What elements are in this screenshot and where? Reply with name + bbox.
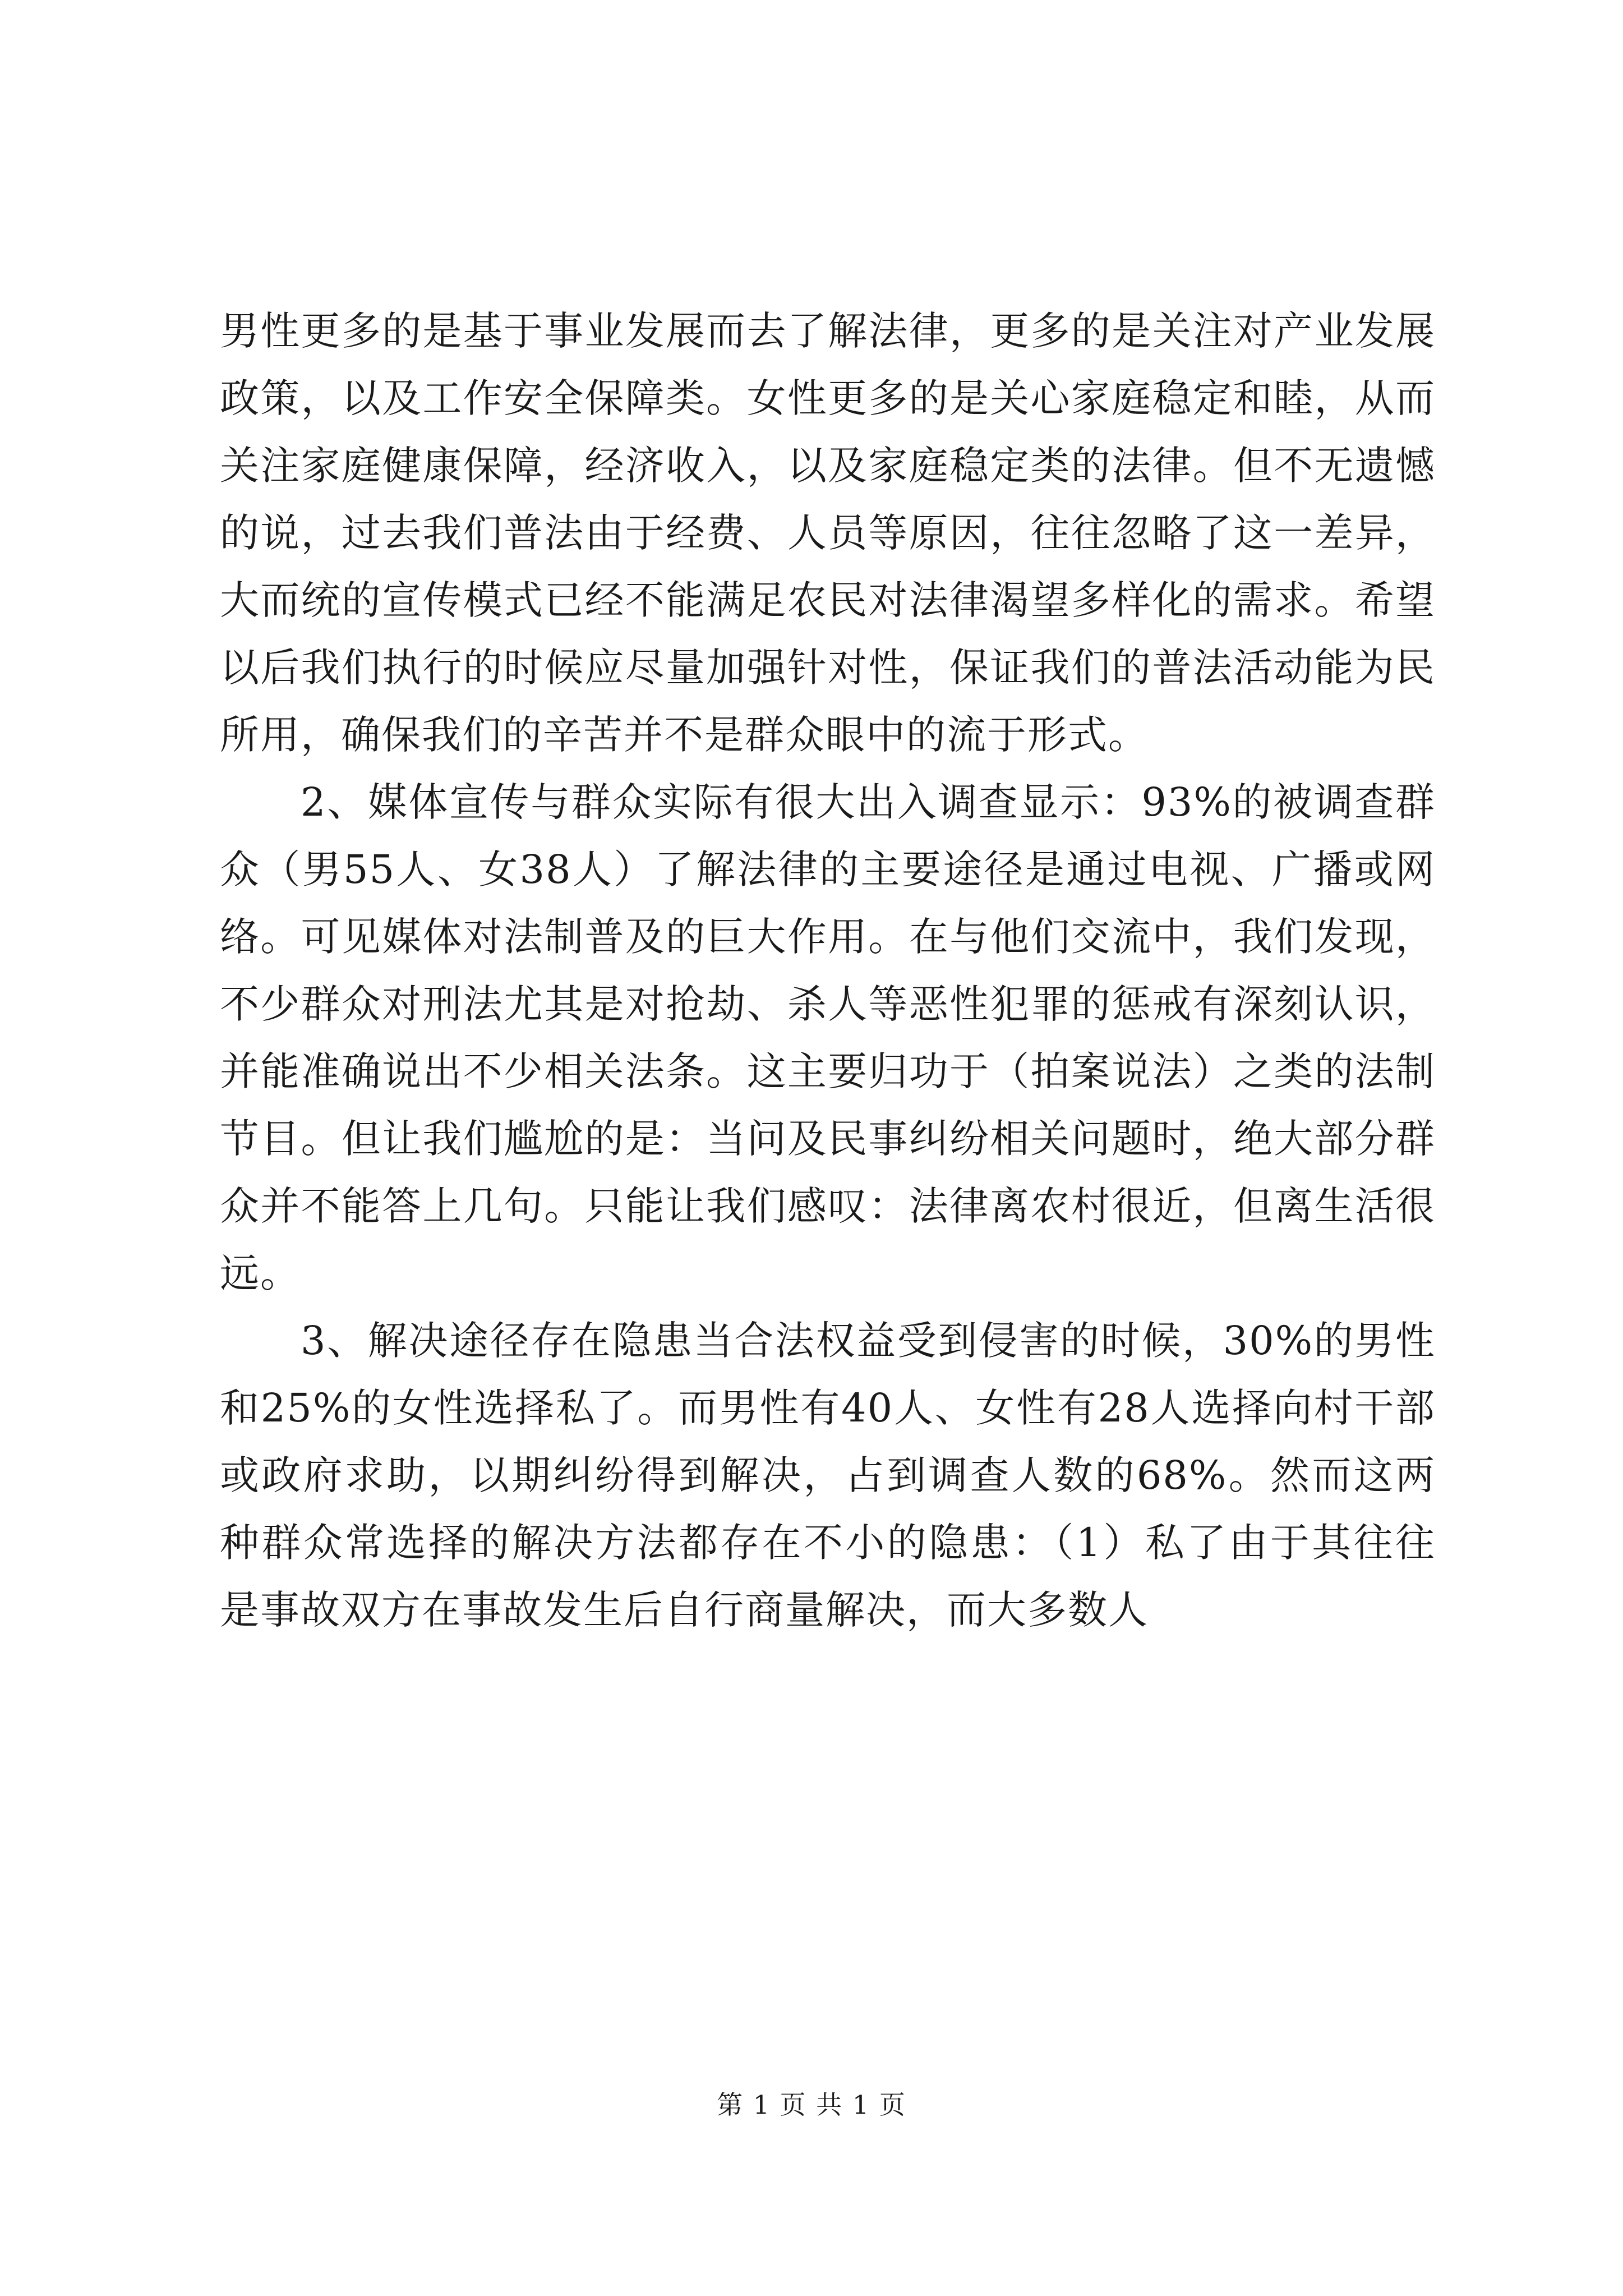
page-number-footer: 第 1 页 共 1 页	[717, 2090, 906, 2120]
paragraph-section-2: 2、媒体宣传与群众实际有很大出入调查显示：93%的被调查群众（男55人、女38人）了解法律的主要途径是通过电视、广播或网络。可见媒体对法制普及的巨大作用。在与他们交流中，我们发现，不少群众对刑法尤其是对抢劫、杀人等恶性犯罪的惩戒有深刻认识，并能准确说出不少相关法条。这主要归功于（拍案说法）之类的法制节目。但让我们尴尬的是：当问及民事纠纷相关问题时，绝大部分群众并不能答上几句。只能让我们感叹：法律离农村很近，但离生活很远。	[220, 779, 1436, 1296]
paragraph-section-3: 3、解决途径存在隐患当合法权益受到侵害的时候，30%的男性和25%的女性选择私了。而男性有40人、女性有28人选择向村干部或政府求助，以期纠纷得到解决，占到调查人数的68%。然而这两种群众常选择的解决方法都存在不小的隐患：（1）私了由于其往往是事故双方在事故发生后自行商量解决，而大多数人	[220, 1318, 1436, 1633]
paragraph-continuation: 男性更多的是基于事业发展而去了解法律，更多的是关注对产业发展政策，以及工作安全保障类。女性更多的是关心家庭稳定和睦，从而关注家庭健康保障，经济收入，以及家庭稳定类的法律。但不无遗憾的说，过去我们普法由于经费、人员等原因，往往忽略了这一差异，大而统的宣传模式已经不能满足农民对法律渴望多样化的需求。希望以后我们执行的时候应尽量加强针对性，保证我们的普法活动能为民所用，确保我们的辛苦并不是群众眼中的流于形式。	[220, 308, 1436, 758]
document-body	[220, 297, 1436, 1644]
